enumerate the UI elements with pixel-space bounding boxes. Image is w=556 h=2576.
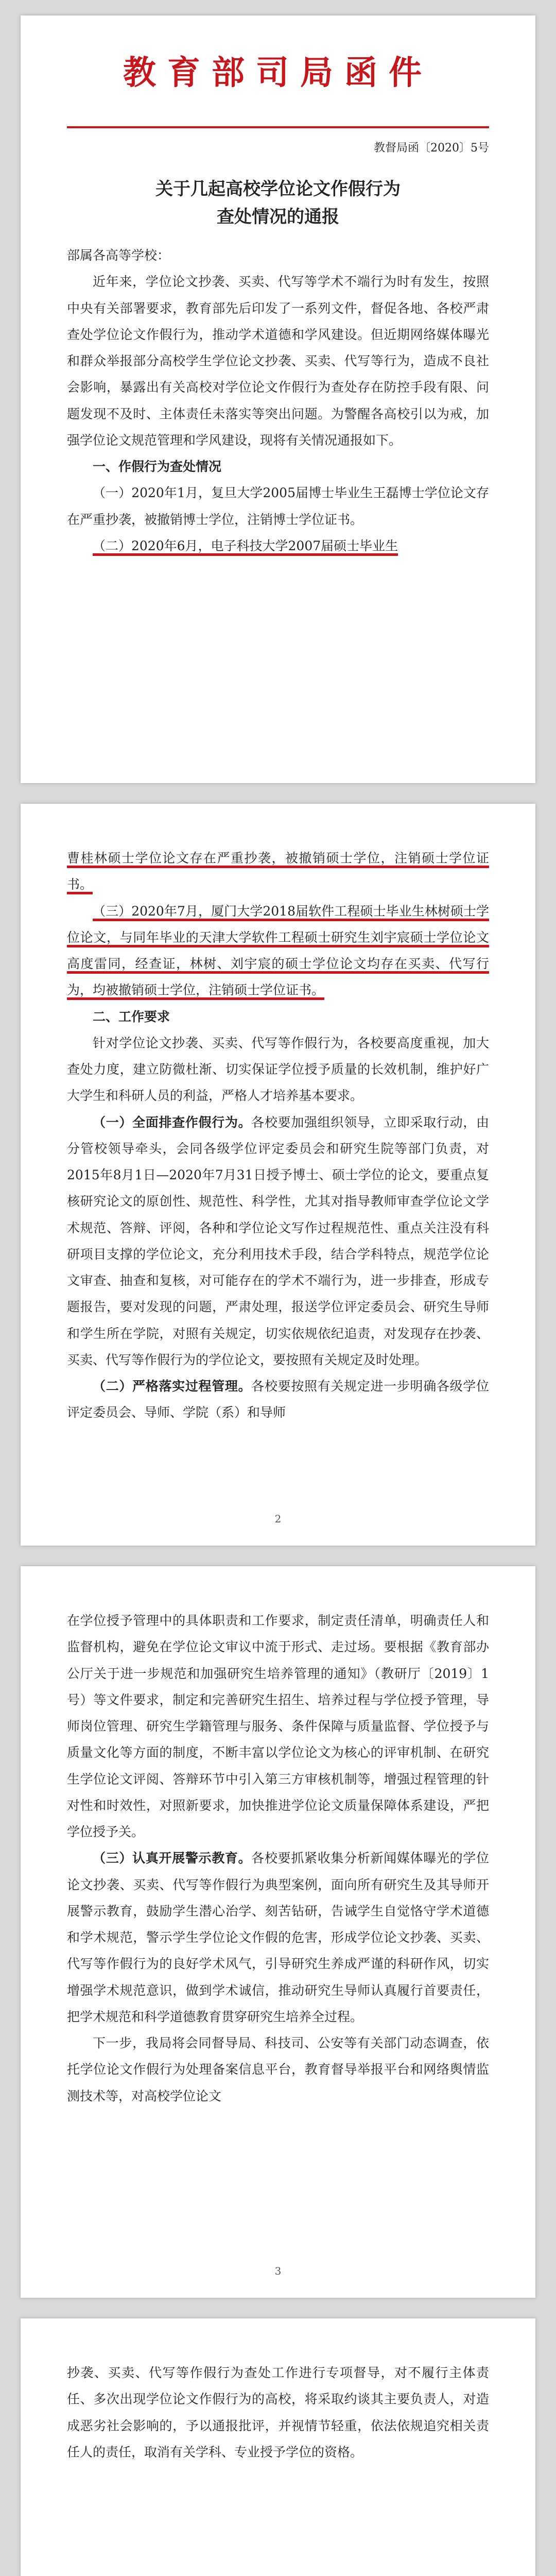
document-page-3: [21, 1566, 535, 2298]
case-2-highlight-a: （二）2020年6月，电子科技大学2007届硕士毕业生: [93, 538, 398, 556]
case-3: [67, 898, 489, 1004]
case-3-highlight: （三）2020年7月，厦门大学2018届软件工程硕士毕业生林树硕士学位论文，与同年毕业的天津大学软件工程硕士研究生刘宇宸硕士学位论文高度雷同，经查证，林树、刘宇宸的硕士学位论文均存在买卖、代写行为，均被撤销硕士学位，注销硕士学位证书。: [67, 904, 489, 1001]
requirement-2-text-a: 各校要按照有关规定进一步明确各级学位评定委员会、导师、学院（系）和导师: [67, 1379, 489, 1420]
document-title: [67, 175, 489, 231]
requirement-2-title: （二）严格落实过程管理。: [93, 1379, 252, 1394]
intro-paragraph: 近年来，学位论文抄袭、买卖、代写等学术不端行为时有发生，按照中央有关部署要求，教育部先后印发了一系列文件，督促各地、各校严肃查处学位论文作假行为，推动学术道德和学风建设。但近期网络媒体曝光和群众举报部分高校学生学位论文抄袭、买卖、代写等行为，造成不良社会影响，暴露出有关高校对学位论文作假行为查处存在防控手段有限、问题发现不及时、主体责任未落实等突出问题。为警醒各高校引以为戒，加强学位论文规范管理和学风建设，现将有关情况通报如下。: [67, 274, 489, 448]
requirement-3: [67, 1845, 489, 2030]
salutation: 部属各高等学校：: [67, 248, 170, 263]
page-number: 3: [274, 2265, 282, 2277]
section-heading-2: 二、工作要求: [93, 1009, 170, 1024]
requirement-2-end: 在学位授予管理中的具体职责和工作要求，制定责任清单，明确责任人和监督机构，避免在学位论文审议中流于形式、走过场。要根据《教育部办公厅关于进一步规范和加强研究生培养管理的通知》（教研厅〔2019〕1号）等文件要求，制定和完善研究生招生、培养过程与学位授予管理，导师岗位管理、研究生学籍管理与服务、条件保障与质量监督、学位授予与质量文化等方面的制度，不断丰富以学位论文为核心的评审机制、在研究生学位论文评阅、答辩环节中引入第三方审核机制等，增强过程管理的针对性和时效性，对照新要求，加快推进学位论文质量保障体系建设，严把学位授予关。: [67, 1613, 489, 1839]
page1-body: [67, 242, 489, 559]
document-page-1: [21, 15, 535, 783]
case-1: （一）2020年1月，复旦大学2005届博士毕业生王磊博士学位论文存在严重抄袭，被撤销博士学位，注销博士学位证书。: [67, 485, 489, 527]
page4-body: [67, 2360, 489, 2465]
requirement-1-text: 各校要加强组织领导，立即采取行动，由分管校领导牵头，会同各级学位评定委员会和研究生院等部门负责，对2015年8月1日—2020年7月31日授予博士、硕士学位的论文，要重点复核研究论文的原创性、规范性、科学性，尤其对指导教师审查学位论文学术规范、答辩、评阅，各种和学位论文写作过程规范性、重点关注没有科研项目支撑的学位论文，充分利用技术手段，结合学科特点，规范学位论文审查、抽查和复核，对可能存在的学术不端行为，进一步排查，形成专题报告，要对发现的问题，严肃处理，报送学位评定委员会、研究生导师和学生所在学院，对照有关规定，切实依规依纪追责，对发现存在抄袭、买卖、代写等作假行为的学位论文，要按照有关规定及时处理。: [67, 1114, 489, 1367]
requirement-1-title: （一）全面排查作假行为。: [93, 1114, 252, 1130]
page-number: 2: [274, 1513, 282, 1525]
requirement-2-start: [67, 1373, 489, 1426]
page2-body: [67, 845, 489, 1426]
section-heading-1: 一、作假行为查处情况: [93, 459, 222, 474]
document-number: 教督局函〔2020〕5号: [374, 142, 489, 155]
document-page-4: [21, 2318, 535, 2576]
document-page-2: [21, 804, 535, 1546]
requirement-1: [67, 1109, 489, 1374]
case-2-end: [67, 845, 489, 898]
requirement-3-text: 各校要抓紧收集分析新闻媒体曝光的学位论文抄袭、买卖、代写等作假行为典型案例，面向所有研究生及其导师开展警示教育，鼓励学生潜心治学、刻苦钻研，告诫学生自觉恪守学术道德和学术规范，警示学生学位论文作假的危害，形成学位论文抄袭、买卖、代写等作假行为的良好学术风气，引导研究生养成严谨的科研作风，切实增强学术规范意识，做到学术诚信，推动研究生导师认真履行首要责任，把学术规范和科学道德教育贯穿研究生培养全过程。: [67, 1851, 489, 2024]
letterhead-title: 教育部司局函件: [123, 54, 433, 92]
letterhead-red-rule: [67, 126, 489, 128]
requirements-intro: 针对学位论文抄袭、买卖、代写等作假行为，各校要高度重视，加大查处力度，建立防微杜渐、切实保证学位授予质量的长效机制，维护好广大学生和科研人员的利益，严格人才培养基本要求。: [67, 1035, 489, 1104]
next-steps-end: 抄袭、买卖、代写等作假行为查处工作进行专项督导，对不履行主体责任、多次出现学位论文作假行为的高校，将采取约谈其主要负责人，对造成恶劣社会影响的，予以通报批评，并视情节轻重，依法依规追究相关责任人的责任，取消有关学科、专业授予学位的资格。: [67, 2365, 489, 2460]
page3-body: [67, 1607, 489, 2109]
case-2-highlight-b: 曹桂林硕士学位论文存在严重抄袭，被撤销硕士学位，注销硕士学位证书。: [67, 851, 489, 894]
title-line-2: 查处情况的通报: [217, 207, 339, 228]
case-2-start: [67, 533, 489, 559]
requirement-3-title: （三）认真开展警示教育。: [93, 1851, 252, 1866]
title-line-1: 关于几起高校学位论文作假行为: [155, 179, 401, 199]
next-steps-start: 下一步，我局将会同督导局、科技司、公安等有关部门动态调查，依托学位论文作假行为处理备案信息平台，教育督导举报平台和网络舆情监测技术等，对高校学位论文: [67, 2036, 489, 2104]
